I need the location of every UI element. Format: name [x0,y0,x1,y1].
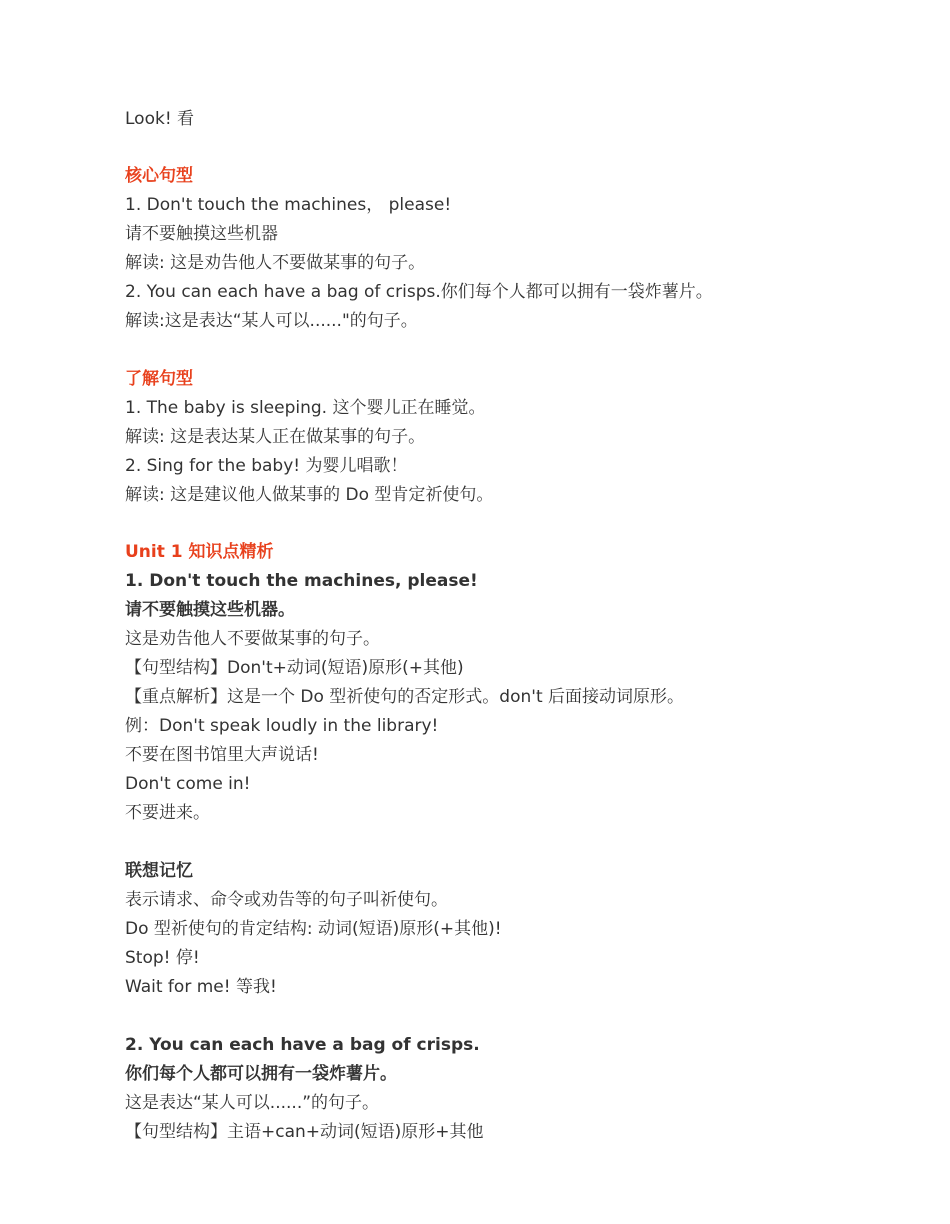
point1-line-1: 这是劝告他人不要做某事的句子。 [125,629,380,649]
core-line-5: 解读:这是表达“某人可以......"的句子。 [125,311,418,331]
core-line-3: 解读: 这是劝告他人不要做某事的句子。 [125,253,426,273]
unit-section-heading: Unit 1 知识点精析 [125,542,274,562]
core-line-4: 2. You can each have a bag of crisps.你们每个人都可以拥有一袋炸薯片。 [125,282,713,302]
association-line-4: Wait for me! 等我! [125,977,277,997]
point2-title: 2. You can each have a bag of crisps. [125,1035,480,1055]
point2-subtitle: 你们每个人都可以拥有一袋炸薯片。 [125,1064,397,1084]
point1-line-2: 【句型结构】Don't+动词(短语)原形(+其他) [125,658,464,678]
point2-line-1: 这是表达“某人可以......”的句子。 [125,1093,380,1113]
core-section-heading: 核心句型 [125,166,193,186]
understand-section-heading: 了解句型 [125,369,193,389]
point1-line-5: 不要在图书馆里大声说话! [125,745,319,765]
understand-line-4: 解读: 这是建议他人做某事的 Do 型肯定祈使句。 [125,485,494,505]
point1-line-7: 不要进来。 [125,803,210,823]
point1-line-6: Don't come in! [125,774,251,794]
intro-line: Look! 看 [125,109,195,129]
understand-line-1: 1. The baby is sleeping. 这个婴儿正在睡觉。 [125,398,486,418]
association-line-3: Stop! 停! [125,948,200,968]
point1-subtitle: 请不要触摸这些机器。 [125,600,295,620]
association-line-2: Do 型祈使句的肯定结构: 动词(短语)原形(+其他)! [125,919,502,939]
association-title: 联想记忆 [125,861,193,881]
point1-line-4: 例：Don't speak loudly in the library! [125,716,439,736]
point2-line-2: 【句型结构】主语+can+动词(短语)原形+其他 [125,1122,484,1142]
understand-line-3: 2. Sing for the baby! 为婴儿唱歌！ [125,456,408,476]
point1-title: 1. Don't touch the machines, please! [125,571,478,591]
core-line-1: 1. Don't touch the machines， please! [125,195,452,215]
point1-line-3: 【重点解析】这是一个 Do 型祈使句的否定形式。don't 后面接动词原形。 [125,687,685,707]
association-line-1: 表示请求、命令或劝告等的句子叫祈使句。 [125,890,448,910]
core-line-2: 请不要触摸这些机器 [125,224,278,244]
understand-line-2: 解读: 这是表达某人正在做某事的句子。 [125,427,426,447]
